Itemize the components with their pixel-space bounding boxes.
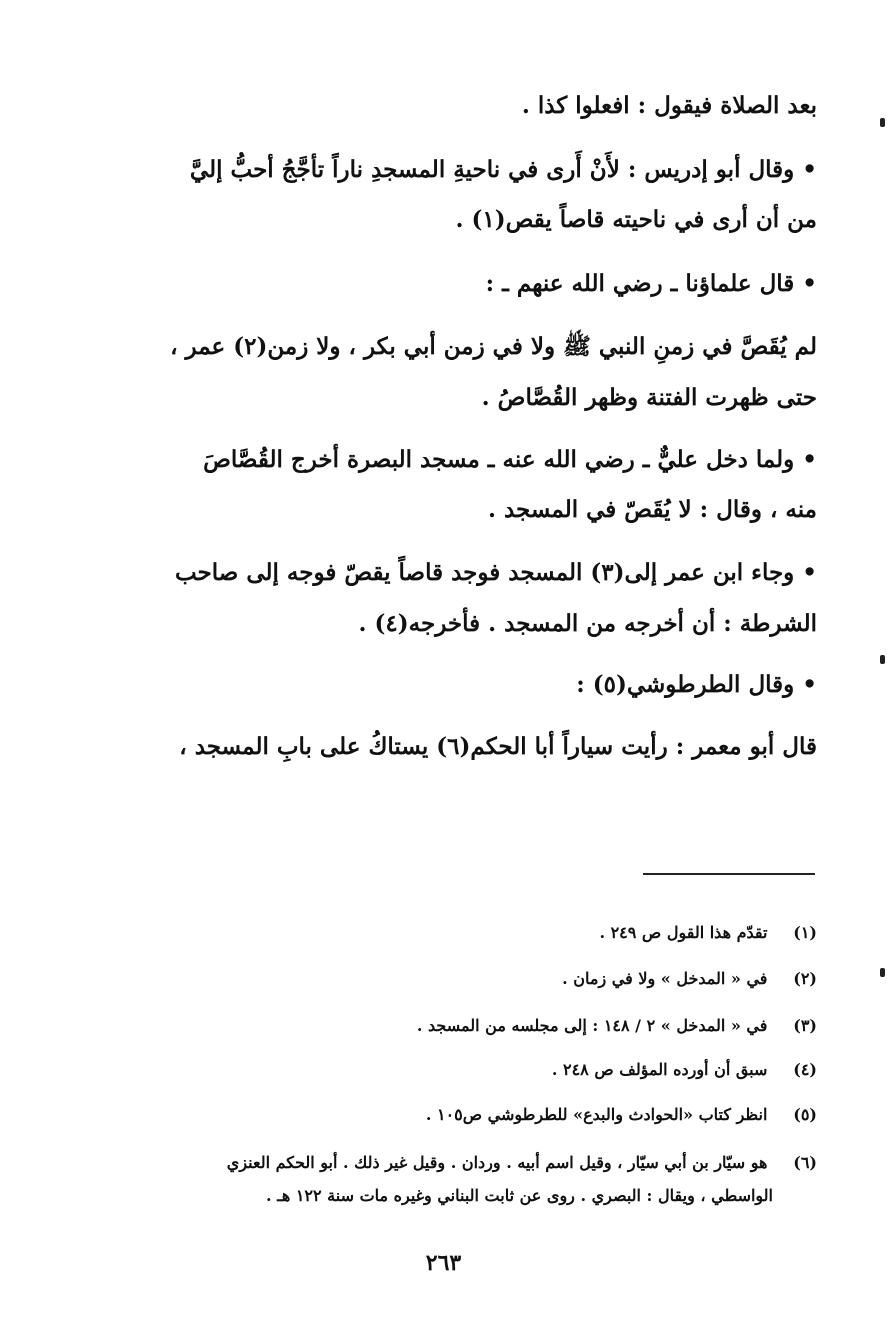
footnote-number: (٦) — [793, 1153, 817, 1172]
body-line-11: • وقال الطرطوشي(٥) : — [576, 671, 817, 698]
footnote-4 — [552, 1057, 817, 1083]
body-line-3: من أن أرى في ناحيته قاصاً يقص(١) . — [455, 206, 817, 233]
footnote-3 — [417, 1013, 817, 1039]
footnote-2 — [562, 966, 817, 992]
footnote-number: (١) — [793, 923, 817, 942]
body-line-6: حتى ظهرت الفتنة وظهر القُصَّاصُ . — [481, 384, 817, 411]
footnote-number: (٤) — [793, 1060, 817, 1079]
footnote-6 — [227, 1150, 817, 1176]
footnote-number: (٣) — [793, 1016, 817, 1035]
body-line-7: • ولما دخل عليٌّ ـ رضي الله عنه ـ مسجد البصرة أخرج القُصَّاصَ — [203, 446, 817, 473]
footnote-text: في « المدخل » ولا في زمان . — [562, 969, 768, 988]
footnote-6-continuation: الواسطي ، ويقال : البصري . روى عن ثابت البناني وغيره مات سنة ١٢٢ هـ . — [265, 1186, 773, 1205]
body-line-12: قال أبو معمر : رأيت سياراً أبا الحكم(٦) يستاكُ على بابِ المسجد ، — [179, 733, 817, 760]
scan-edge-mark — [880, 655, 885, 664]
scan-edge-mark — [880, 118, 885, 127]
body-line-1: بعد الصلاة فيقول : افعلوا كذا . — [521, 92, 817, 119]
footnote-separator — [643, 873, 815, 875]
footnote-text: سبق أن أورده المؤلف ص ٢٤٨ . — [551, 1060, 768, 1079]
scan-edge-mark — [880, 968, 885, 977]
footnote-5 — [426, 1102, 817, 1128]
footnote-text: انظر كتاب «الحوادث والبدع» للطرطوشي ص١٠٥ . — [425, 1105, 768, 1124]
footnote-text: في « المدخل » ٢ / ١٤٨ : إلى مجلسه من المسجد . — [416, 1016, 768, 1035]
body-line-2: • وقال أبو إدريس : لأَنْ أَرى في ناحيةِ المسجدِ ناراً تأجَّجُ أحبُّ إليَّ — [189, 156, 817, 183]
footnote-number: (٥) — [793, 1105, 817, 1124]
body-line-8: منه ، وقال : لا يُقَصّ في المسجد . — [487, 496, 817, 523]
footnote-text: تقدّم هذا القول ص ٢٤٩ . — [599, 923, 768, 942]
body-line-9: • وجاء ابن عمر إلى(٣) المسجد فوجد قاصاً يقصّ فوجه إلى صاحب — [174, 559, 817, 586]
footnote-1 — [599, 920, 817, 946]
body-line-10: الشرطة : أن أخرجه من المسجد . فأخرجه(٤) . — [358, 610, 817, 637]
body-line-4: • قال علماؤنا ـ رضي الله عنهم ـ : — [485, 270, 817, 297]
footnote-text: هو سيّار بن أبي سيّار ، وقيل اسم أبيه . وردان . وقيل غير ذلك . أبو الحكم العنزي — [226, 1153, 768, 1172]
page-number: ٢٦٣ — [425, 1250, 462, 1276]
footnote-number: (٢) — [793, 969, 817, 988]
body-line-5: لم يُقَصَّ في زمنِ النبي ﷺ ولا في زمن أبي بكر ، ولا زمن(٢) عمر ، — [170, 333, 817, 360]
